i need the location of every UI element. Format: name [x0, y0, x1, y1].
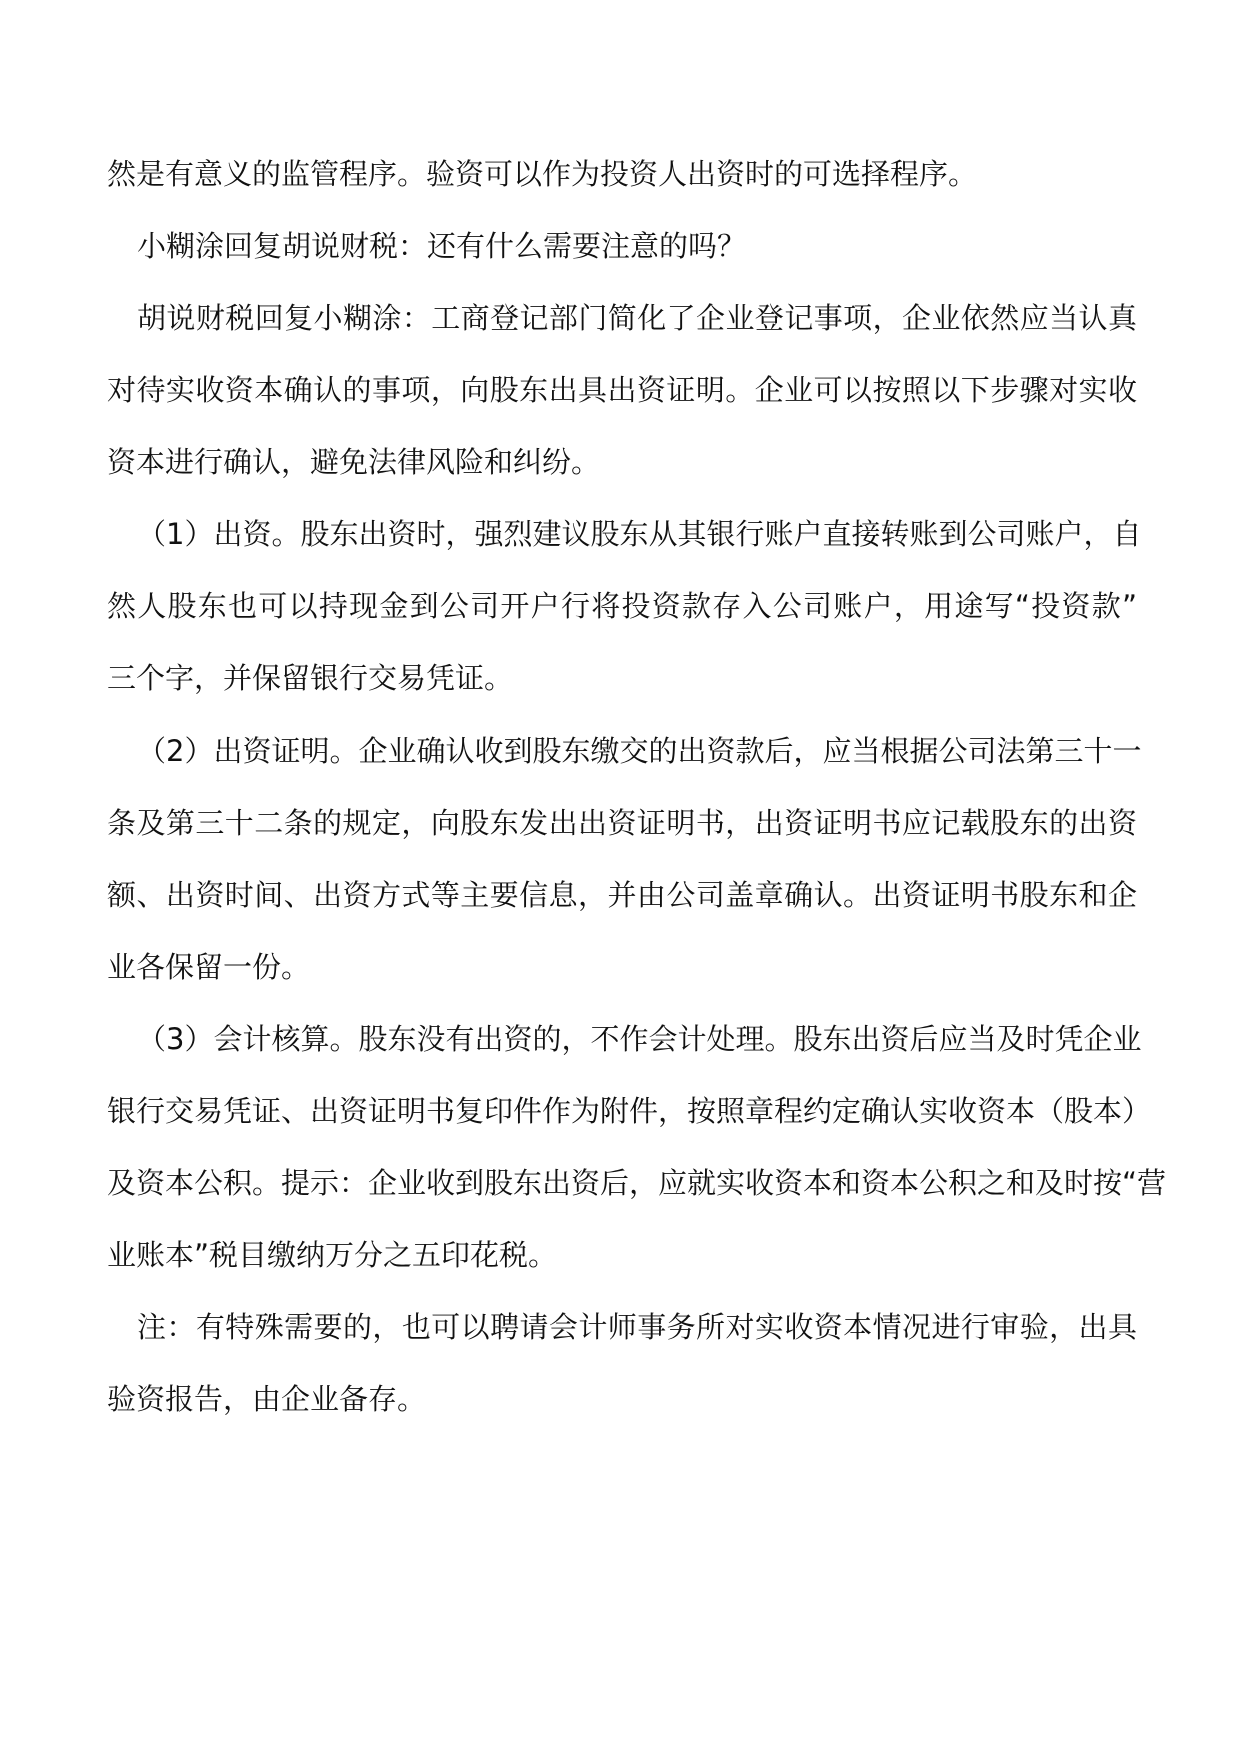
- paragraph-line: （2）出资证明。企业确认收到股东缴交的出资款后，应当根据公司法第三十一: [137, 734, 1142, 768]
- paragraph-line: 小糊涂回复胡说财税：还有什么需要注意的吗？: [137, 229, 747, 263]
- paragraph-line: 注：有特殊需要的，也可以聘请会计师事务所对实收资本情况进行审验，出具: [137, 1310, 1137, 1344]
- paragraph-line: 资本进行确认，避免法律风险和纠纷。: [107, 445, 601, 479]
- paragraph-line: 然人股东也可以持现金到公司开户行将投资款存入公司账户，用途写“投资款”: [107, 589, 1137, 623]
- paragraph-line: 银行交易凭证、出资证明书复印件作为附件，按照章程约定确认实收资本（股本）: [107, 1094, 1152, 1128]
- paragraph-line: 验资报告，由企业备存。: [107, 1382, 427, 1416]
- paragraph-line: 胡说财税回复小糊涂：工商登记部门简化了企业登记事项，企业依然应当认真: [137, 301, 1137, 335]
- paragraph-line: 及资本公积。提示：企业收到股东出资后，应就实收资本和资本公积之和及时按“营: [107, 1166, 1167, 1200]
- paragraph-line: （1）出资。股东出资时，强烈建议股东从其银行账户直接转账到公司账户，自: [137, 517, 1142, 551]
- paragraph-line: （3）会计核算。股东没有出资的，不作会计处理。股东出资后应当及时凭企业: [137, 1022, 1142, 1056]
- paragraph-line: 然是有意义的监管程序。验资可以作为投资人出资时的可选择程序。: [107, 157, 978, 191]
- paragraph-line: 业各保留一份。: [107, 950, 311, 984]
- paragraph-line: 额、出资时间、出资方式等主要信息，并由公司盖章确认。出资证明书股东和企: [107, 878, 1137, 912]
- paragraph-line: 条及第三十二条的规定，向股东发出出资证明书，出资证明书应记载股东的出资: [107, 806, 1137, 840]
- paragraph-line: 对待实收资本确认的事项，向股东出具出资证明。企业可以按照以下步骤对实收: [107, 373, 1137, 407]
- paragraph-line: 业账本”税目缴纳万分之五印花税。: [107, 1238, 558, 1272]
- paragraph-line: 三个字，并保留银行交易凭证。: [107, 661, 514, 695]
